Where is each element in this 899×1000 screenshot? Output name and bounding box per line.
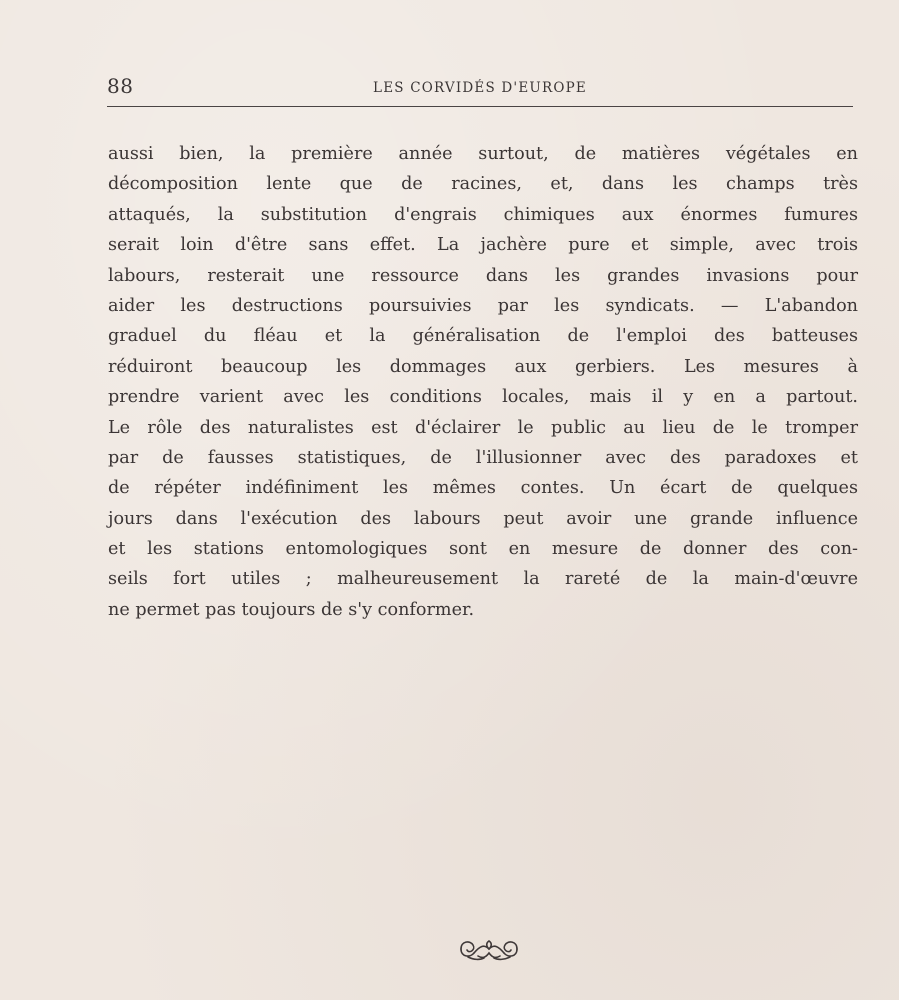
body-text bbox=[108, 139, 858, 625]
text-line: réduiront beaucoup les dommages aux gerbiers. Les mesures à bbox=[108, 356, 858, 377]
text-line: aussi bien, la première année surtout, de matières végétales en bbox=[108, 144, 858, 164]
text-line: aider les destructions poursuivies par les syndicats. — L'abandon bbox=[108, 295, 858, 316]
text-line: attaqués, la substitution d'engrais chimiques aux énormes fumures bbox=[108, 204, 858, 225]
text-line: jours dans l'exécution des labours peut avoir une grande influence bbox=[108, 508, 858, 529]
text-line: graduel du fléau et la généralisation de l'emploi des batteuses bbox=[108, 326, 858, 347]
tailpiece-ornament-icon bbox=[458, 936, 520, 962]
header-rule bbox=[107, 106, 853, 107]
page-number: 88 bbox=[107, 74, 134, 98]
text-line: prendre varient avec les conditions locales, mais il y en a partout. bbox=[108, 387, 858, 408]
text-line: serait loin d'être sans effet. La jachère pure et simple, avec trois bbox=[108, 235, 858, 256]
text-line: par de fausses statistiques, de l'illusionner avec des paradoxes et bbox=[108, 447, 858, 468]
text-line: de répéter indéfiniment les mêmes contes. Un écart de quelques bbox=[108, 478, 858, 499]
page-header bbox=[107, 72, 853, 106]
text-line: et les stations entomologiques sont en mesure de donner des con- bbox=[108, 539, 858, 560]
text-line: décomposition lente que de racines, et, dans les champs très bbox=[108, 174, 858, 195]
text-line: seils fort utiles ; malheureusement la rareté de la main-d'œuvre bbox=[108, 569, 858, 590]
running-title: LES CORVIDÉS D'EUROPE bbox=[373, 80, 587, 96]
text-line: Le rôle des naturalistes est d'éclairer le public au lieu de le tromper bbox=[108, 417, 858, 438]
text-line: labours, resterait une ressource dans les grandes invasions pour bbox=[108, 265, 858, 286]
text-line: ne permet pas toujours de s'y conformer. bbox=[108, 599, 475, 620]
